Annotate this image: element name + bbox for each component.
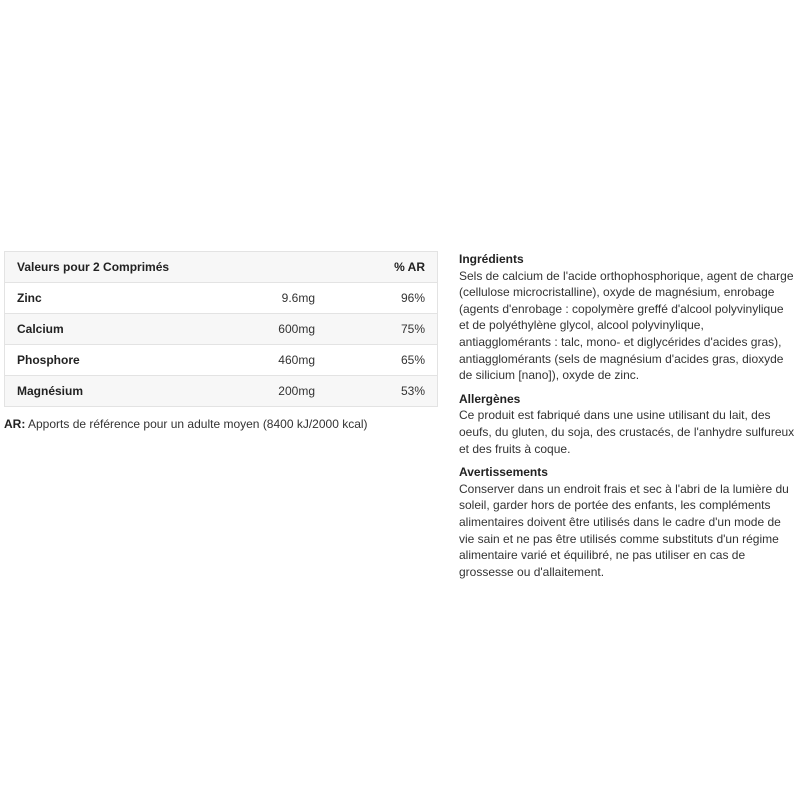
ingredients-title: Ingrédients bbox=[459, 252, 524, 266]
nutrient-name: Phosphore bbox=[5, 345, 236, 376]
warnings-section bbox=[459, 464, 795, 580]
table-row bbox=[5, 314, 438, 345]
header-label: Valeurs pour 2 Comprimés bbox=[5, 252, 236, 283]
nutrient-amount: 460mg bbox=[235, 345, 315, 376]
warnings-text: Conserver dans un endroit frais et sec à l'abri de la lumière du soleil, garder hors de portée des enfants, les compléments alimentaires doivent être utilisés dans le cadre d'un mode de vie sain et ne pas être utilisés comme substituts d'un régime alimentaire varié et équilibré, ne pas utiliser en cas de grossesse ou d'allaitement. bbox=[459, 481, 789, 579]
nutrient-amount: 600mg bbox=[235, 314, 315, 345]
warnings-title: Avertissements bbox=[459, 465, 548, 480]
nutrient-pct: 53% bbox=[400, 384, 425, 398]
ar-footnote bbox=[4, 417, 438, 431]
header-amount bbox=[235, 252, 315, 283]
allergens-title: Allergènes bbox=[459, 391, 521, 406]
nutrition-table bbox=[4, 251, 438, 407]
table-header-row bbox=[5, 252, 438, 283]
nutrient-amount: 200mg bbox=[278, 384, 315, 398]
header-pct-ar: % AR bbox=[315, 252, 438, 283]
nutrient-name: Zinc bbox=[5, 283, 236, 314]
table-row bbox=[5, 376, 438, 407]
nutrient-name: Magnésium bbox=[17, 384, 84, 398]
allergens-section bbox=[459, 391, 795, 457]
nutrient-pct: 65% bbox=[315, 345, 438, 376]
nutrient-pct: 75% bbox=[315, 314, 438, 345]
allergens-text: Ce produit est fabriqué dans une usine utilisant du lait, des oeufs, du gluten, du soja, des crustacés, de l'anhydre sulfureux et des fruits à coque. bbox=[459, 408, 795, 456]
ingredients-section bbox=[459, 251, 795, 384]
product-info bbox=[459, 251, 795, 587]
nutrient-name: Calcium bbox=[5, 314, 236, 345]
ar-footnote-label: AR: bbox=[4, 417, 26, 431]
nutrient-pct: 96% bbox=[315, 283, 438, 314]
ingredients-text: Sels de calcium de l'acide orthophosphorique, agent de charge (cellulose microcristalline), oxyde de magnésium, enrobage (agents d'enrobage : copolymère greffé d'alcool polyvinylique et de polyéthylène glycol, alcool polyvinylique, antiagglomérants : talc, mono- et diglycérides d'acides gras), antiagglomérants (sels de magnésium d'acides gras, dioxyde de silicium [nano]), oxyde de zinc. bbox=[459, 268, 794, 383]
ar-footnote-text: Apports de référence pour un adulte moyen (8400 kJ/2000 kcal) bbox=[25, 417, 368, 431]
nutrition-facts bbox=[4, 251, 438, 431]
table-row bbox=[5, 283, 438, 314]
nutrient-amount: 9.6mg bbox=[235, 283, 315, 314]
table-row bbox=[5, 345, 438, 376]
